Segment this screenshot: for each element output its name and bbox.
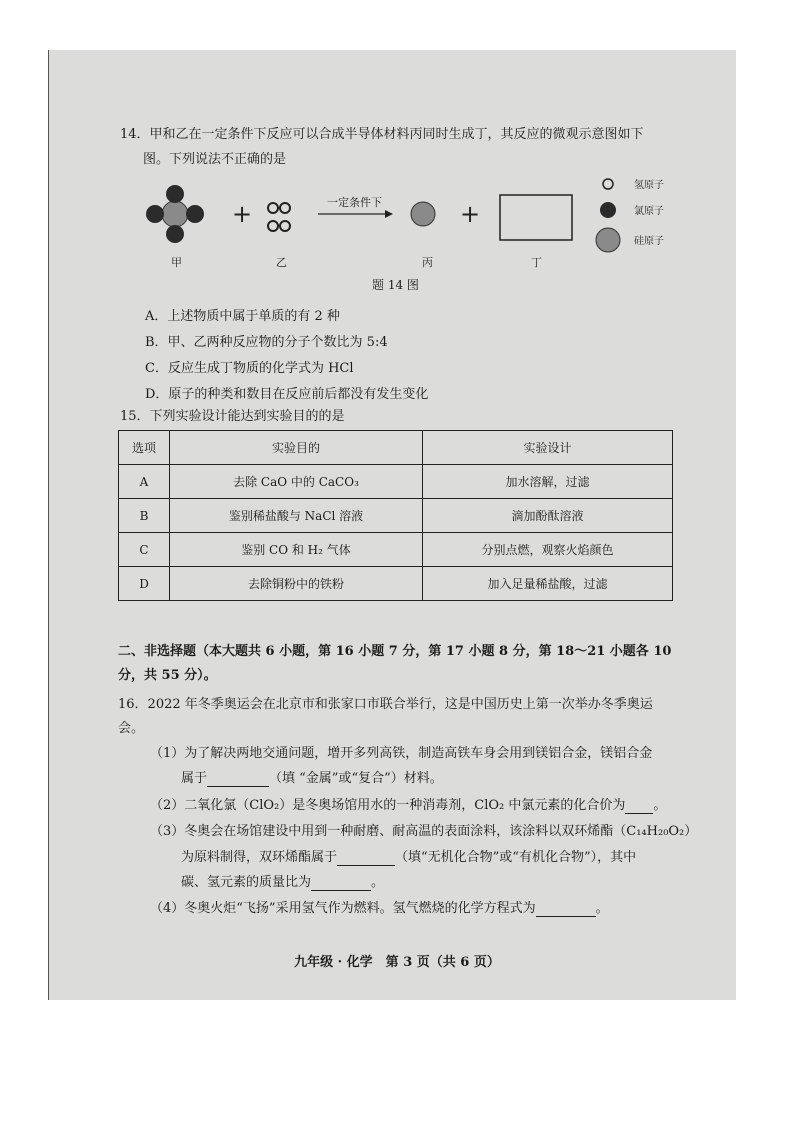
q16-part2-text: （2）二氧化氯（ClO₂）是冬奥场馆用水的一种消毒剂，ClO₂ 中氯元素的化合价为 <box>150 798 626 813</box>
molecule-yi <box>268 203 290 231</box>
q16-part1-prefix: 属于 <box>181 771 208 786</box>
q16-part3-ratio: 碳、氢元素的质量比为 <box>181 875 312 890</box>
q16-part3-suffix: （填“无机化合物”或“有机化合物”），其中 <box>395 850 637 865</box>
q16-part3-prefix: 为原料制得，双环烯酯属于 <box>181 850 338 865</box>
legend-cl-dot <box>600 202 616 218</box>
q16-part2-end: 。 <box>653 798 667 813</box>
q14-option-c: C．反应生成丁物质的化学式为 HCl <box>145 361 354 376</box>
arrow-label: 一定条件下 <box>327 196 382 209</box>
answer-blank[interactable] <box>311 875 371 891</box>
legend-h-dot <box>603 179 613 189</box>
table-row <box>119 465 673 499</box>
row-option: D <box>119 567 170 601</box>
figure-caption: 题 14 图 <box>372 278 419 292</box>
q16-part4-end: 。 <box>595 901 609 916</box>
unknown-product-box <box>500 195 572 240</box>
q16-part1-line2 <box>181 767 443 787</box>
q14-option-a: A．上述物质中属于单质的有 2 种 <box>145 309 340 324</box>
legend-h-label: 氢原子 <box>634 180 664 191</box>
q16-part3-end: 。 <box>371 875 385 890</box>
table-header-row <box>119 431 673 465</box>
q14-stem-line2: 图。下列说法不正确的是 <box>143 152 287 167</box>
q16-stem: 16．2022 年冬季奥运会在北京市和张家口市联合举行，这是中国历史上第一次举办冬季奥运会。 <box>118 697 653 736</box>
legend-si-label: 硅原子 <box>634 236 664 247</box>
q16-part1-suffix: （填 “金属”或“复合”）材料。 <box>269 771 443 786</box>
row-option: A <box>119 465 170 499</box>
q16-part1-line1: （1）为了解决两地交通问题，增开多列高铁，制造高铁车身会用到镁铝合金，镁铝合金 <box>150 746 653 761</box>
row-design: 加入足量稀盐酸，过滤 <box>423 567 673 601</box>
row-option: B <box>119 499 170 533</box>
q14-stem-line1: 14．甲和乙在一定条件下反应可以合成半导体材料丙同时生成丁，其反应的微观示意图如下 <box>120 127 644 142</box>
legend-si-dot <box>596 228 620 252</box>
answer-blank[interactable] <box>625 798 653 814</box>
molecule-jia <box>146 185 204 243</box>
answer-blank[interactable] <box>207 771 269 787</box>
q16-part3-line3 <box>181 871 384 891</box>
row-purpose: 去除铜粉中的铁粉 <box>170 567 423 601</box>
row-purpose: 去除 CaO 中的 CaCO₃ <box>170 465 423 499</box>
molecule-bing <box>411 202 435 226</box>
q16-part4 <box>150 897 609 917</box>
table-row <box>119 567 673 601</box>
row-purpose: 鉴别稀盐酸与 NaCl 溶液 <box>170 499 423 533</box>
row-design: 加水溶解，过滤 <box>423 465 673 499</box>
reaction-diagram <box>140 178 680 273</box>
row-design: 分别点燃，观察火焰颜色 <box>423 533 673 567</box>
table-row <box>119 533 673 567</box>
row-option: C <box>119 533 170 567</box>
q16-part4-text: （4）冬奥火炬“飞扬”采用氢气作为燃料。氢气燃烧的化学方程式为 <box>150 901 536 916</box>
q16-part3-line1: （3）冬奥会在场馆建设中用到一种耐磨、耐高温的表面涂料，该涂料以双环烯酯（C₁₄H₂₀O₂） <box>150 824 698 839</box>
label-yi: 乙 <box>276 256 287 269</box>
table-row <box>119 499 673 533</box>
svg-text:+: + <box>232 200 253 228</box>
label-jia: 甲 <box>171 256 182 269</box>
q16-part3-line2 <box>181 846 636 866</box>
header-option: 选项 <box>119 431 170 465</box>
q14-option-d: D．原子的种类和数目在反应前后都没有发生变化 <box>145 387 429 402</box>
q16-part2 <box>150 794 666 814</box>
q14-option-b: B．甲、乙两种反应物的分子个数比为 5:4 <box>145 335 388 350</box>
svg-text:+: + <box>460 200 481 228</box>
label-ding: 丁 <box>531 256 542 269</box>
page-footer: 九年级 · 化学 第 3 页（共 6 页） <box>294 955 500 970</box>
answer-blank[interactable] <box>536 901 596 917</box>
header-purpose: 实验目的 <box>170 431 423 465</box>
row-purpose: 鉴别 CO 和 H₂ 气体 <box>170 533 423 567</box>
label-bing: 丙 <box>422 256 433 269</box>
answer-blank[interactable] <box>337 850 395 866</box>
section-heading: 二、非选择题（本大题共 6 小题，第 16 小题 7 分，第 17 小题 8 分，第 18～21 小题各 10 分，共 55 分）。 <box>118 644 672 683</box>
experiment-table <box>118 430 673 601</box>
legend-cl-label: 氯原子 <box>634 206 664 217</box>
header-design: 实验设计 <box>423 431 673 465</box>
q15-stem: 15．下列实验设计能达到实验目的的是 <box>120 409 345 424</box>
row-design: 滴加酚酞溶液 <box>423 499 673 533</box>
